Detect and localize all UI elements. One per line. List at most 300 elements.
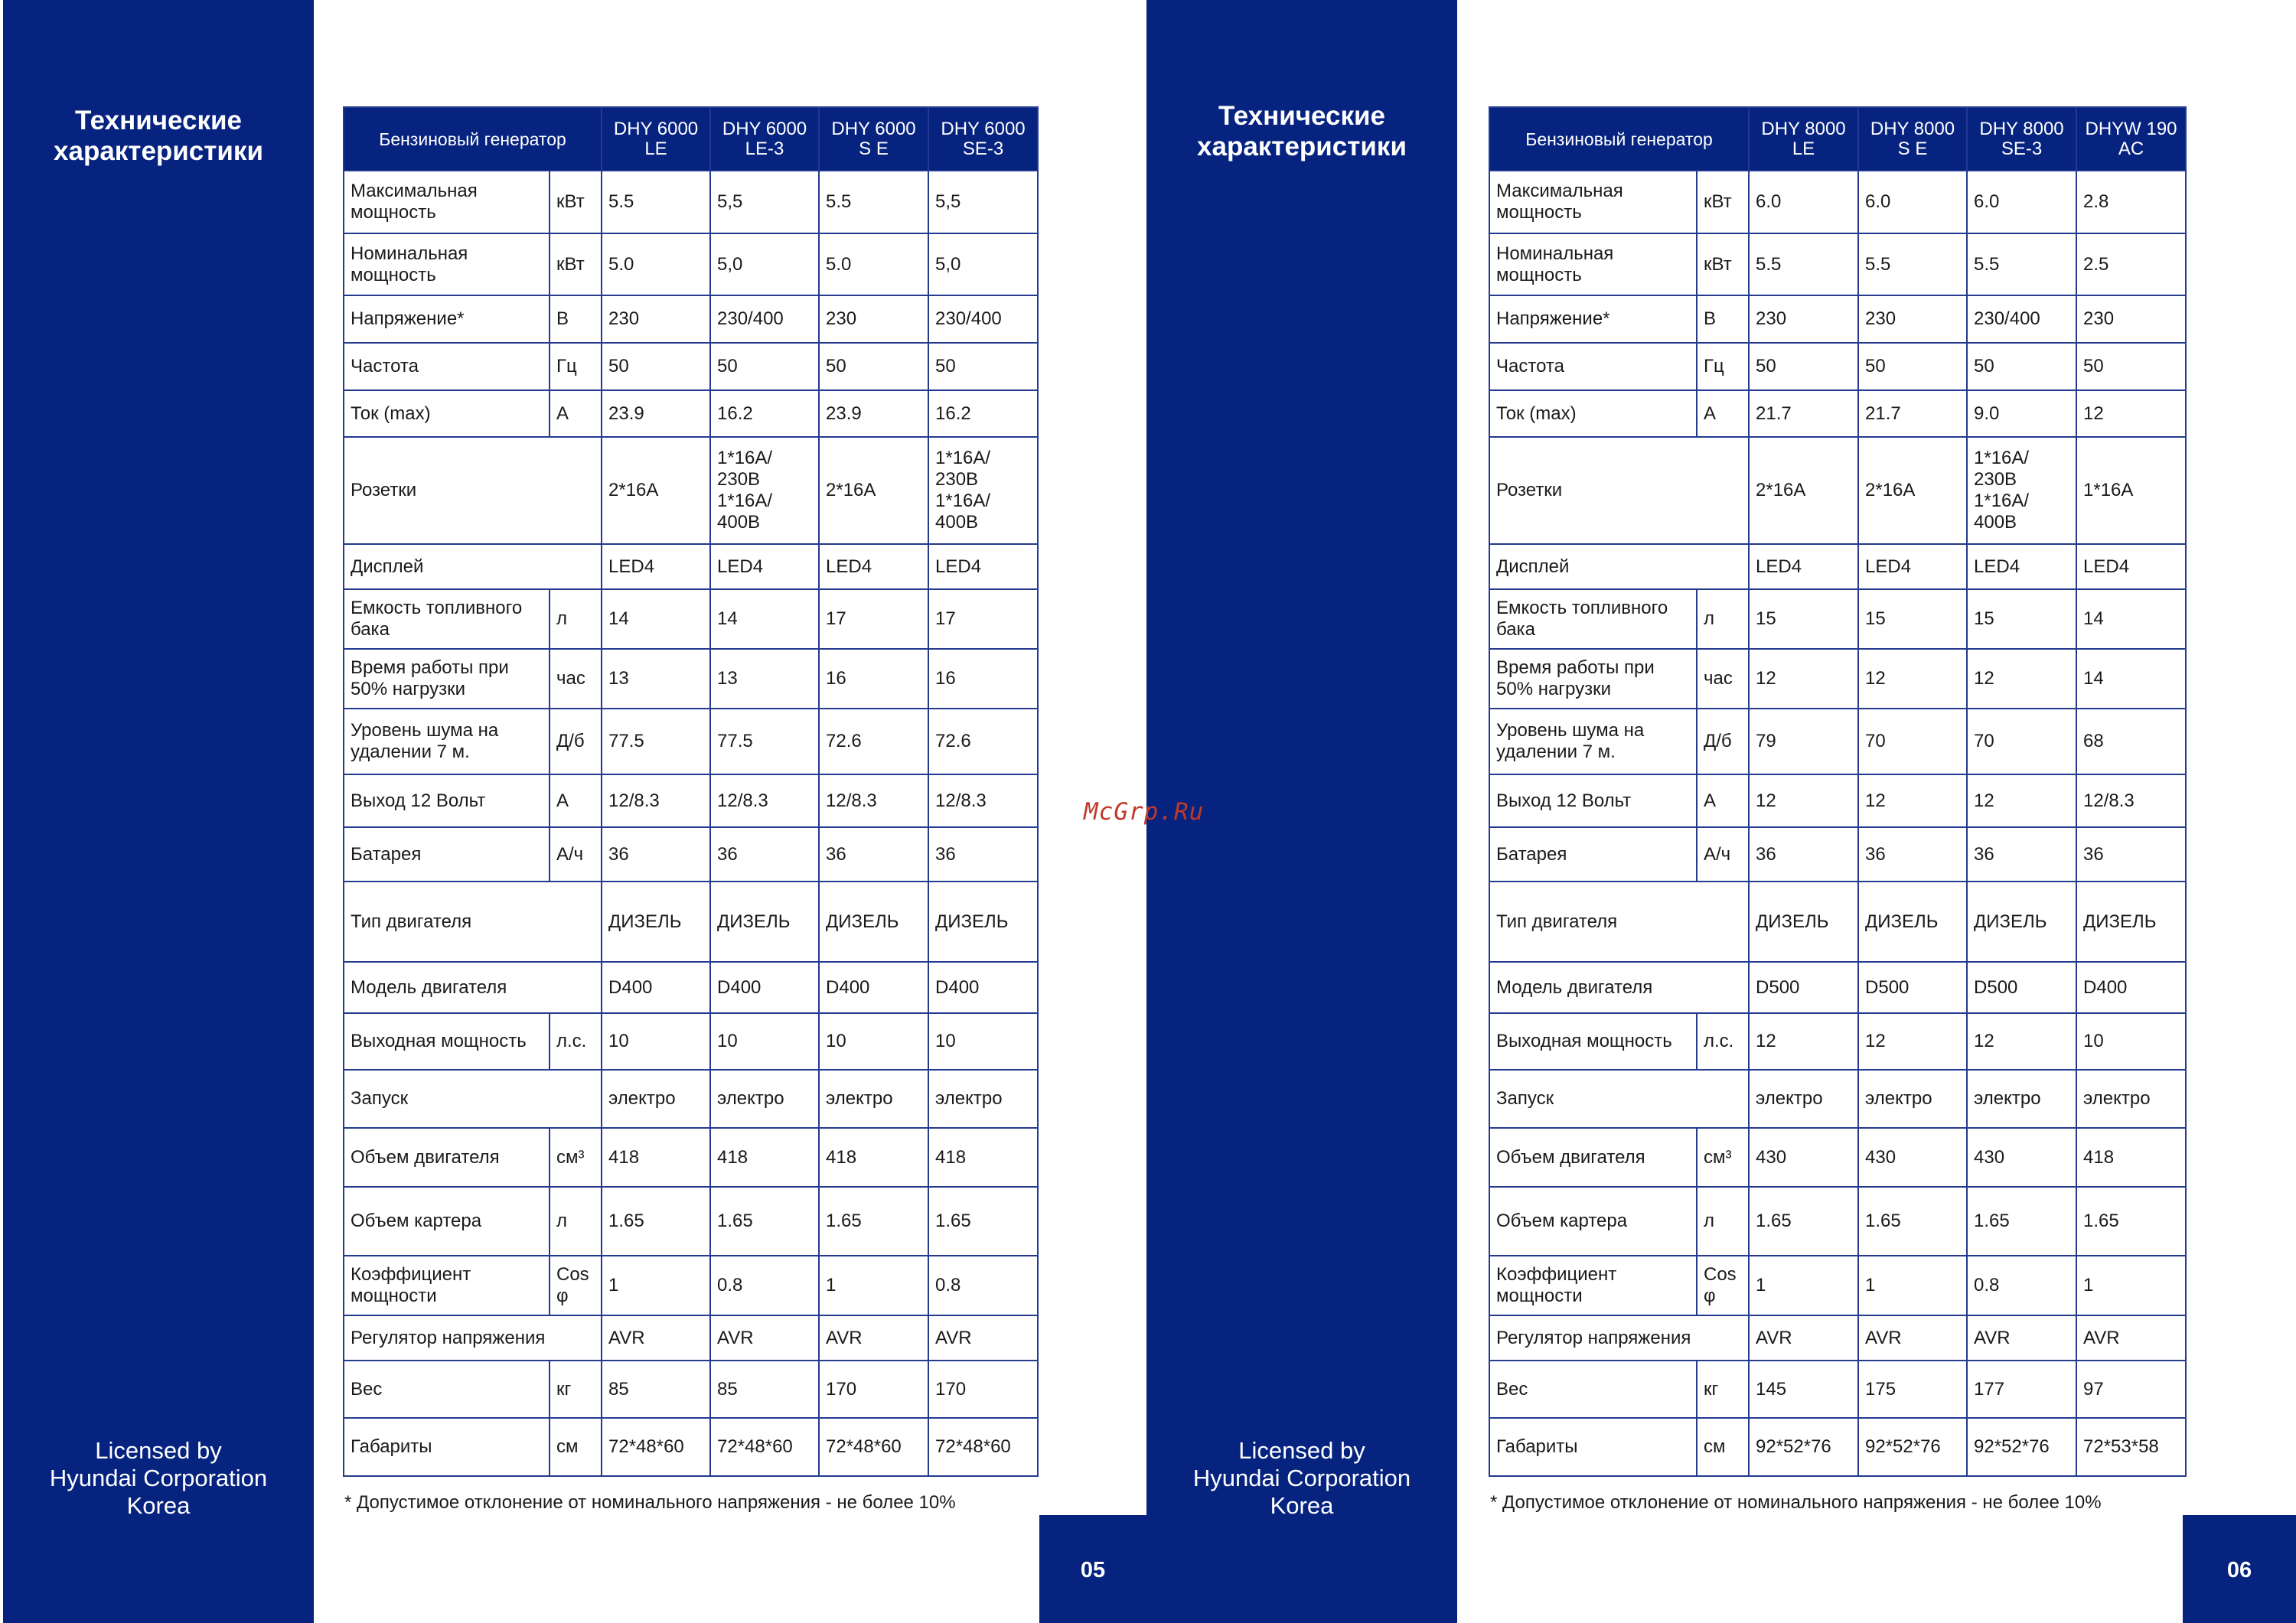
row-label: Вес bbox=[344, 1361, 550, 1418]
table-row bbox=[344, 1361, 1038, 1418]
table-row bbox=[344, 1418, 1038, 1476]
row-unit: л.с. bbox=[1697, 1013, 1749, 1070]
row-label: Выходная мощность bbox=[344, 1013, 550, 1070]
cell-value: 72*53*58 bbox=[2076, 1418, 2186, 1476]
row-unit: л bbox=[1697, 1187, 1749, 1256]
row-label: Номинальная мощность bbox=[344, 233, 550, 295]
cell-value: 16 bbox=[928, 649, 1038, 709]
row-unit: А bbox=[1697, 774, 1749, 827]
row-unit: см bbox=[550, 1418, 602, 1476]
row-label: Батарея bbox=[1489, 827, 1697, 882]
cell-value: 21.7 bbox=[1749, 390, 1858, 437]
cell-value: 21.7 bbox=[1858, 390, 1967, 437]
row-label: Модель двигателя bbox=[1489, 962, 1749, 1013]
row-label: Тип двигателя bbox=[344, 882, 602, 962]
cell-value: LED4 bbox=[819, 544, 928, 589]
row-unit: л bbox=[550, 1187, 602, 1256]
cell-value: 12 bbox=[1967, 1013, 2076, 1070]
left-sidebar-band bbox=[3, 0, 314, 1623]
cell-value: 72.6 bbox=[819, 709, 928, 774]
table-row bbox=[1489, 343, 2186, 390]
cell-value: 36 bbox=[1967, 827, 2076, 882]
table-row bbox=[1489, 962, 2186, 1013]
cell-value: 1*16А/ 230В 1*16А/ 400В bbox=[928, 437, 1038, 544]
row-label: Объем двигателя bbox=[344, 1128, 550, 1187]
cell-value: 170 bbox=[928, 1361, 1038, 1418]
cell-value: 0.8 bbox=[1967, 1256, 2076, 1315]
cell-value: LED4 bbox=[1858, 544, 1967, 589]
model-header bbox=[710, 107, 819, 171]
cell-value: 17 bbox=[819, 589, 928, 649]
cell-value: 50 bbox=[1967, 343, 2076, 390]
row-unit: см³ bbox=[1697, 1128, 1749, 1187]
model-header bbox=[1749, 107, 1858, 171]
cell-value: электро bbox=[1967, 1070, 2076, 1128]
table-row bbox=[344, 1187, 1038, 1256]
row-unit: л.с. bbox=[550, 1013, 602, 1070]
row-label: Частота bbox=[1489, 343, 1697, 390]
header-label: Бензиновый генератор bbox=[1489, 107, 1749, 171]
row-unit: Cos φ bbox=[550, 1256, 602, 1315]
table-row bbox=[344, 774, 1038, 827]
row-label: Дисплей bbox=[344, 544, 602, 589]
cell-value: 2*16А bbox=[1749, 437, 1858, 544]
table-row bbox=[344, 295, 1038, 343]
model-header bbox=[2076, 107, 2186, 171]
cell-value: D400 bbox=[819, 962, 928, 1013]
table-row bbox=[1489, 709, 2186, 774]
row-unit: Д/б bbox=[550, 709, 602, 774]
table-row bbox=[1489, 544, 2186, 589]
cell-value: LED4 bbox=[1749, 544, 1858, 589]
cell-value: 68 bbox=[2076, 709, 2186, 774]
cell-value: 77.5 bbox=[710, 709, 819, 774]
cell-value: 36 bbox=[928, 827, 1038, 882]
cell-value: 430 bbox=[1858, 1128, 1967, 1187]
cell-value: 14 bbox=[602, 589, 710, 649]
row-unit: А/ч bbox=[550, 827, 602, 882]
table-row bbox=[344, 1013, 1038, 1070]
watermark: McGrp.Ru bbox=[1084, 798, 1205, 826]
cell-value: 12/8.3 bbox=[710, 774, 819, 827]
cell-value: AVR bbox=[928, 1315, 1038, 1361]
cell-value: D500 bbox=[1858, 962, 1967, 1013]
cell-value: 72*48*60 bbox=[819, 1418, 928, 1476]
table-row bbox=[1489, 827, 2186, 882]
cell-value: 10 bbox=[710, 1013, 819, 1070]
cell-value: 36 bbox=[819, 827, 928, 882]
cell-value: 230 bbox=[819, 295, 928, 343]
model-variant: S E bbox=[859, 138, 889, 159]
footnote: * Допустимое отклонение от номинального напряжения - не более 10% bbox=[1490, 1492, 2102, 1513]
cell-value: 170 bbox=[819, 1361, 928, 1418]
cell-value: 1.65 bbox=[819, 1187, 928, 1256]
row-label: Модель двигателя bbox=[344, 962, 602, 1013]
table-row bbox=[344, 233, 1038, 295]
cell-value: ДИЗЕЛЬ bbox=[2076, 882, 2186, 962]
cell-value: 50 bbox=[928, 343, 1038, 390]
row-label: Дисплей bbox=[1489, 544, 1749, 589]
table-row bbox=[344, 649, 1038, 709]
table-row bbox=[344, 544, 1038, 589]
cell-value: ДИЗЕЛЬ bbox=[819, 882, 928, 962]
license-text: Licensed by Hyundai Corporation Korea bbox=[1192, 1437, 1411, 1519]
cell-value: AVR bbox=[1749, 1315, 1858, 1361]
cell-value: 5,5 bbox=[710, 171, 819, 233]
cell-value: 230/400 bbox=[1967, 295, 2076, 343]
cell-value: 10 bbox=[2076, 1013, 2186, 1070]
cell-value: электро bbox=[602, 1070, 710, 1128]
row-label: Регулятор напряжения bbox=[344, 1315, 602, 1361]
cell-value: LED4 bbox=[1967, 544, 2076, 589]
cell-value: 0.8 bbox=[928, 1256, 1038, 1315]
cell-value: 70 bbox=[1858, 709, 1967, 774]
model-name: DHY 6000 bbox=[613, 118, 699, 139]
cell-value: D400 bbox=[602, 962, 710, 1013]
cell-value: 1.65 bbox=[602, 1187, 710, 1256]
cell-value: 36 bbox=[710, 827, 819, 882]
row-unit: А bbox=[550, 390, 602, 437]
cell-value: 418 bbox=[710, 1128, 819, 1187]
cell-value: 92*52*76 bbox=[1749, 1418, 1858, 1476]
cell-value: 2*16А bbox=[819, 437, 928, 544]
cell-value: 14 bbox=[2076, 589, 2186, 649]
row-label: Объем картера bbox=[344, 1187, 550, 1256]
cell-value: 145 bbox=[1749, 1361, 1858, 1418]
row-label: Объем двигателя bbox=[1489, 1128, 1697, 1187]
header-label: Бензиновый генератор bbox=[344, 107, 602, 171]
row-unit: см³ bbox=[550, 1128, 602, 1187]
cell-value: 12 bbox=[1967, 774, 2076, 827]
cell-value: LED4 bbox=[2076, 544, 2186, 589]
cell-value: 10 bbox=[928, 1013, 1038, 1070]
row-unit: кВт bbox=[1697, 171, 1749, 233]
row-unit: час bbox=[550, 649, 602, 709]
row-unit: Гц bbox=[1697, 343, 1749, 390]
table-row bbox=[1489, 171, 2186, 233]
cell-value: 0.8 bbox=[710, 1256, 819, 1315]
model-variant: SE-3 bbox=[2001, 138, 2043, 159]
model-variant: SE-3 bbox=[962, 138, 1004, 159]
row-label: Уровень шума на удалении 7 м. bbox=[344, 709, 550, 774]
cell-value: ДИЗЕЛЬ bbox=[928, 882, 1038, 962]
cell-value: D500 bbox=[1967, 962, 2076, 1013]
table-row bbox=[1489, 1256, 2186, 1315]
cell-value: 12 bbox=[1967, 649, 2076, 709]
cell-value: 9.0 bbox=[1967, 390, 2076, 437]
cell-value: 12 bbox=[1858, 1013, 1967, 1070]
row-label: Ток (max) bbox=[1489, 390, 1697, 437]
table-row bbox=[1489, 1070, 2186, 1128]
cell-value: 418 bbox=[2076, 1128, 2186, 1187]
cell-value: 15 bbox=[1858, 589, 1967, 649]
row-unit: А bbox=[1697, 390, 1749, 437]
row-label: Номинальная мощность bbox=[1489, 233, 1697, 295]
section-title: Технические характеристики bbox=[54, 106, 263, 166]
cell-value: электро bbox=[2076, 1070, 2186, 1128]
row-label: Напряжение* bbox=[1489, 295, 1697, 343]
cell-value: 50 bbox=[2076, 343, 2186, 390]
cell-value: 2.5 bbox=[2076, 233, 2186, 295]
cell-value: 12 bbox=[1749, 649, 1858, 709]
cell-value: 5,5 bbox=[928, 171, 1038, 233]
cell-value: 92*52*76 bbox=[1967, 1418, 2076, 1476]
row-label: Тип двигателя bbox=[1489, 882, 1749, 962]
row-label: Максимальная мощность bbox=[1489, 171, 1697, 233]
cell-value: AVR bbox=[2076, 1315, 2186, 1361]
model-variant: S E bbox=[1897, 138, 1928, 159]
row-unit: кг bbox=[550, 1361, 602, 1418]
table-row bbox=[344, 1256, 1038, 1315]
row-label: Коэффициент мощности bbox=[1489, 1256, 1697, 1315]
page-number: 05 bbox=[1080, 1558, 1106, 1582]
cell-value: 72*48*60 bbox=[602, 1418, 710, 1476]
cell-value: 17 bbox=[928, 589, 1038, 649]
cell-value: 1 bbox=[2076, 1256, 2186, 1315]
cell-value: 1.65 bbox=[1967, 1187, 2076, 1256]
cell-value: 12/8.3 bbox=[928, 774, 1038, 827]
cell-value: 1 bbox=[602, 1256, 710, 1315]
cell-value: AVR bbox=[710, 1315, 819, 1361]
cell-value: LED4 bbox=[710, 544, 819, 589]
spec-table bbox=[343, 106, 1039, 1477]
cell-value: 1.65 bbox=[928, 1187, 1038, 1256]
row-unit: Гц bbox=[550, 343, 602, 390]
model-name: DHY 8000 bbox=[1870, 118, 1955, 139]
row-label: Максимальная мощность bbox=[344, 171, 550, 233]
cell-value: 1.65 bbox=[710, 1187, 819, 1256]
cell-value: электро bbox=[1749, 1070, 1858, 1128]
cell-value: 50 bbox=[602, 343, 710, 390]
cell-value: 13 bbox=[602, 649, 710, 709]
row-label: Розетки bbox=[1489, 437, 1749, 544]
cell-value: 12 bbox=[1858, 649, 1967, 709]
cell-value: LED4 bbox=[928, 544, 1038, 589]
row-unit: кВт bbox=[550, 171, 602, 233]
cell-value: 230/400 bbox=[710, 295, 819, 343]
table-row bbox=[344, 390, 1038, 437]
cell-value: 12 bbox=[1749, 774, 1858, 827]
table-row bbox=[1489, 1361, 2186, 1418]
cell-value: 5.5 bbox=[1858, 233, 1967, 295]
cell-value: D400 bbox=[2076, 962, 2186, 1013]
table-row bbox=[344, 882, 1038, 962]
cell-value: 77.5 bbox=[602, 709, 710, 774]
table-row bbox=[1489, 1128, 2186, 1187]
cell-value: 1.65 bbox=[1858, 1187, 1967, 1256]
cell-value: 12 bbox=[1858, 774, 1967, 827]
row-unit: Д/б bbox=[1697, 709, 1749, 774]
section-title: Технические характеристики bbox=[1197, 101, 1407, 161]
table-row bbox=[344, 343, 1038, 390]
cell-value: 230 bbox=[1858, 295, 1967, 343]
license-text: Licensed by Hyundai Corporation Korea bbox=[49, 1437, 268, 1519]
row-label: Емкость топливного бака bbox=[1489, 589, 1697, 649]
cell-value: 1 bbox=[819, 1256, 928, 1315]
model-variant: LE bbox=[1792, 138, 1815, 159]
cell-value: 72.6 bbox=[928, 709, 1038, 774]
cell-value: электро bbox=[928, 1070, 1038, 1128]
row-label: Напряжение* bbox=[344, 295, 550, 343]
cell-value: ДИЗЕЛЬ bbox=[1967, 882, 2076, 962]
cell-value: 10 bbox=[819, 1013, 928, 1070]
footnote: * Допустимое отклонение от номинального напряжения - не более 10% bbox=[344, 1492, 956, 1513]
cell-value: D400 bbox=[710, 962, 819, 1013]
cell-value: 12 bbox=[2076, 390, 2186, 437]
row-label: Габариты bbox=[344, 1418, 550, 1476]
table-row bbox=[344, 589, 1038, 649]
cell-value: 1 bbox=[1749, 1256, 1858, 1315]
row-label: Габариты bbox=[1489, 1418, 1697, 1476]
cell-value: 36 bbox=[1749, 827, 1858, 882]
row-label: Время работы при 50% нагрузки bbox=[344, 649, 550, 709]
row-unit: Cos φ bbox=[1697, 1256, 1749, 1315]
cell-value: 230 bbox=[2076, 295, 2186, 343]
cell-value: 23.9 bbox=[819, 390, 928, 437]
cell-value: 1*16А/ 230В 1*16А/ 400В bbox=[710, 437, 819, 544]
cell-value: 430 bbox=[1967, 1128, 2076, 1187]
cell-value: 1.65 bbox=[1749, 1187, 1858, 1256]
cell-value: 430 bbox=[1749, 1128, 1858, 1187]
cell-value: 15 bbox=[1967, 589, 2076, 649]
cell-value: 50 bbox=[1749, 343, 1858, 390]
table-row bbox=[344, 1315, 1038, 1361]
row-unit: А/ч bbox=[1697, 827, 1749, 882]
table-row bbox=[1489, 589, 2186, 649]
row-unit: час bbox=[1697, 649, 1749, 709]
cell-value: 230 bbox=[602, 295, 710, 343]
cell-value: 175 bbox=[1858, 1361, 1967, 1418]
cell-value: 15 bbox=[1749, 589, 1858, 649]
table-row bbox=[1489, 390, 2186, 437]
row-label: Время работы при 50% нагрузки bbox=[1489, 649, 1697, 709]
cell-value: 6.0 bbox=[1858, 171, 1967, 233]
model-header bbox=[602, 107, 710, 171]
table-row bbox=[344, 1128, 1038, 1187]
row-label: Розетки bbox=[344, 437, 602, 544]
cell-value: 12/8.3 bbox=[602, 774, 710, 827]
cell-value: 6.0 bbox=[1749, 171, 1858, 233]
row-unit: л bbox=[550, 589, 602, 649]
row-label: Регулятор напряжения bbox=[1489, 1315, 1749, 1361]
row-unit: А bbox=[550, 774, 602, 827]
cell-value: 36 bbox=[1858, 827, 1967, 882]
cell-value: D500 bbox=[1749, 962, 1858, 1013]
cell-value: 97 bbox=[2076, 1361, 2186, 1418]
cell-value: 418 bbox=[928, 1128, 1038, 1187]
cell-value: 12/8.3 bbox=[819, 774, 928, 827]
model-header bbox=[819, 107, 928, 171]
row-unit: В bbox=[550, 295, 602, 343]
cell-value: электро bbox=[819, 1070, 928, 1128]
table-row bbox=[1489, 1013, 2186, 1070]
table-row bbox=[344, 1070, 1038, 1128]
cell-value: AVR bbox=[1858, 1315, 1967, 1361]
cell-value: 36 bbox=[2076, 827, 2186, 882]
cell-value: 5.0 bbox=[602, 233, 710, 295]
table-row bbox=[1489, 649, 2186, 709]
cell-value: 16.2 bbox=[928, 390, 1038, 437]
row-label: Выходная мощность bbox=[1489, 1013, 1697, 1070]
cell-value: 1.65 bbox=[2076, 1187, 2186, 1256]
model-header bbox=[1858, 107, 1967, 171]
cell-value: 5,0 bbox=[928, 233, 1038, 295]
row-unit: В bbox=[1697, 295, 1749, 343]
table-row bbox=[1489, 882, 2186, 962]
table-row bbox=[344, 962, 1038, 1013]
row-label: Коэффициент мощности bbox=[344, 1256, 550, 1315]
cell-value: 5.5 bbox=[602, 171, 710, 233]
cell-value: 2.8 bbox=[2076, 171, 2186, 233]
table-row bbox=[1489, 233, 2186, 295]
model-name: DHY 8000 bbox=[1979, 118, 2064, 139]
cell-value: 16 bbox=[819, 649, 928, 709]
table-row bbox=[344, 171, 1038, 233]
cell-value: ДИЗЕЛЬ bbox=[602, 882, 710, 962]
table-row bbox=[1489, 1187, 2186, 1256]
cell-value: ДИЗЕЛЬ bbox=[710, 882, 819, 962]
model-header bbox=[928, 107, 1038, 171]
cell-value: D400 bbox=[928, 962, 1038, 1013]
model-name: DHY 6000 bbox=[941, 118, 1026, 139]
cell-value: 13 bbox=[710, 649, 819, 709]
row-unit: кг bbox=[1697, 1361, 1749, 1418]
table-row bbox=[1489, 295, 2186, 343]
cell-value: 2*16А bbox=[1858, 437, 1967, 544]
cell-value: 16.2 bbox=[710, 390, 819, 437]
cell-value: 1*16А/ 230В 1*16А/ 400В bbox=[1967, 437, 2076, 544]
model-variant: LE-3 bbox=[745, 138, 784, 159]
cell-value: 418 bbox=[602, 1128, 710, 1187]
model-variant: AC bbox=[2118, 138, 2144, 159]
cell-value: 5,0 bbox=[710, 233, 819, 295]
row-label: Батарея bbox=[344, 827, 550, 882]
cell-value: электро bbox=[1858, 1070, 1967, 1128]
model-name: DHY 6000 bbox=[831, 118, 916, 139]
cell-value: 12/8.3 bbox=[2076, 774, 2186, 827]
cell-value: 1*16А bbox=[2076, 437, 2186, 544]
row-label: Выход 12 Вольт bbox=[1489, 774, 1697, 827]
page-number: 06 bbox=[2226, 1558, 2252, 1582]
row-unit: кВт bbox=[1697, 233, 1749, 295]
row-label: Запуск bbox=[344, 1070, 602, 1128]
model-variant: LE bbox=[644, 138, 667, 159]
cell-value: 10 bbox=[602, 1013, 710, 1070]
cell-value: 230/400 bbox=[928, 295, 1038, 343]
table-row bbox=[1489, 1418, 2186, 1476]
cell-value: 72*48*60 bbox=[928, 1418, 1038, 1476]
row-label: Объем картера bbox=[1489, 1187, 1697, 1256]
cell-value: ДИЗЕЛЬ bbox=[1749, 882, 1858, 962]
cell-value: 230 bbox=[1749, 295, 1858, 343]
cell-value: 50 bbox=[1858, 343, 1967, 390]
cell-value: электро bbox=[710, 1070, 819, 1128]
cell-value: LED4 bbox=[602, 544, 710, 589]
cell-value: 23.9 bbox=[602, 390, 710, 437]
table-row bbox=[344, 827, 1038, 882]
cell-value: 36 bbox=[602, 827, 710, 882]
cell-value: 5.0 bbox=[819, 233, 928, 295]
model-header bbox=[1967, 107, 2076, 171]
table-row bbox=[344, 709, 1038, 774]
row-label: Уровень шума на удалении 7 м. bbox=[1489, 709, 1697, 774]
cell-value: 5.5 bbox=[1749, 233, 1858, 295]
table-row bbox=[1489, 774, 2186, 827]
cell-value: 418 bbox=[819, 1128, 928, 1187]
cell-value: ДИЗЕЛЬ bbox=[1858, 882, 1967, 962]
row-label: Выход 12 Вольт bbox=[344, 774, 550, 827]
row-label: Емкость топливного бака bbox=[344, 589, 550, 649]
